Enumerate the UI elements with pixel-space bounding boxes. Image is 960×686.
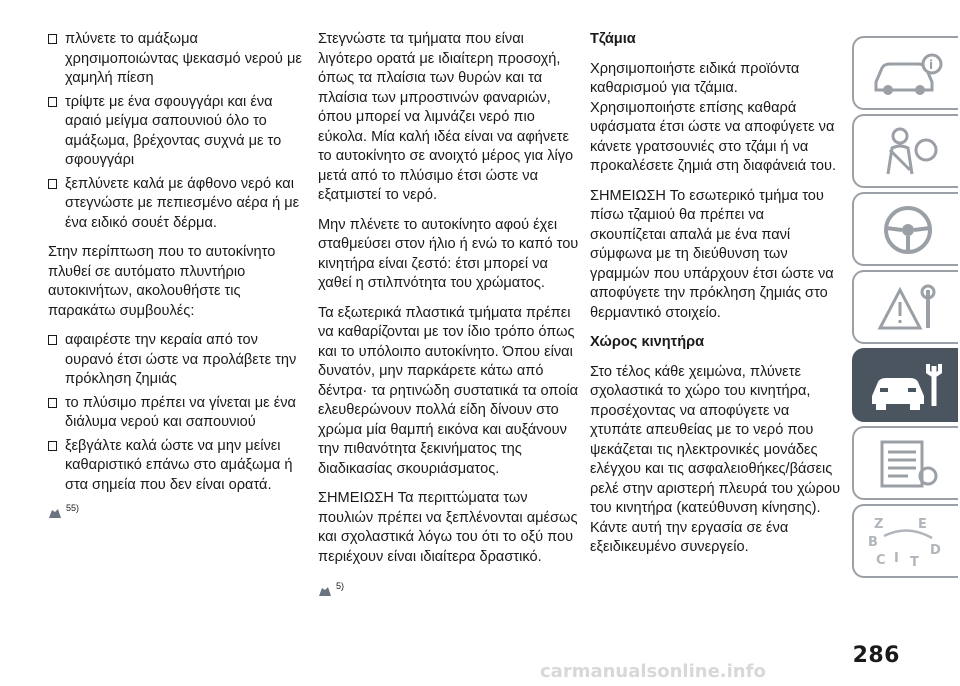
bullet-item: αφαιρέστε την κεραία από τον ουρανό έτσι ώστε να προλάβετε την πρόκληση ζημιάς xyxy=(48,331,310,390)
triangle-wrench-icon xyxy=(868,280,948,336)
paragraph: Τα εξωτερικά πλαστικά τμήματα πρέπει να καθαρίζονται με τον ίδιο τρόπο όπως και το υπόλοιπο αυτοκίνητο. Όπου είναι δυνατόν, μην παρκάρετε κάτω από δέντρα· τα ρητινώδη συστατικά τα οποία ελευθερώνουν πολλά είδη δίνουν στο χρώμα μία θαμπή εικόνα και αυξάνουν την πιθανότητα ξεκινήματος της διαδικασίας σκουριάσματος. xyxy=(318,304,579,477)
steering-wheel-icon xyxy=(868,202,948,258)
tab-index[interactable] xyxy=(852,504,958,578)
checkbox-bullet-icon xyxy=(48,398,57,408)
svg-text:E: E xyxy=(918,517,927,532)
checkbox-bullet-icon xyxy=(48,441,57,451)
checkbox-bullet-icon xyxy=(48,34,57,44)
warning-reference: 55) xyxy=(48,499,310,519)
tab-starting-driving[interactable] xyxy=(852,192,958,266)
warning-reference: 5) xyxy=(318,577,580,597)
warning-hand-icon xyxy=(318,585,332,597)
paragraph: Στην περίπτωση που το αυτοκίνητο πλυθεί σε αυτόματο πλυντήριο αυτοκινήτων, ακολουθήστε τις παρακάτω συμβουλές: xyxy=(48,244,276,319)
svg-text:T: T xyxy=(910,555,919,570)
svg-text:i: i xyxy=(929,58,934,72)
car-wrench-icon xyxy=(868,358,948,414)
bullet-item: ξεπλύνετε καλά με άφθονο νερό και στεγνώστε με πεπιεσμένο αέρα ή με ένα ειδικό σουέτ δέρμα. xyxy=(48,175,310,234)
svg-text:C: C xyxy=(876,553,886,568)
bullet-item: πλύνετε το αμάξωμα χρησιμοποιώντας ψεκασμό νερού με χαμηλή πίεση xyxy=(48,30,310,89)
tab-emergency[interactable] xyxy=(852,270,958,344)
tab-maintenance[interactable] xyxy=(852,348,958,422)
paragraph: Μην πλένετε το αυτοκίνητο αφού έχει σταθμεύσει στον ήλιο ή ενώ το καπό του κινητήρα είναι ζεστό: έτσι μπορεί να χαθεί η στιλπνότητα του χρώματος. xyxy=(318,216,579,291)
seatbelt-airbag-icon xyxy=(868,124,948,180)
bullet-item: τρίψτε με ένα σφουγγάρι και ένα αραιό μείγμα σαπουνιού όλο το αμάξωμα, βρέχοντας συχνά με το σφουγγάρι xyxy=(48,93,310,171)
note-paragraph: ΣΗΜΕΙΩΣΗ Τα περιττώματα των πουλιών πρέπει να ξεπλένονται αμέσως και σχολαστικά λόγω του ότι το οξύ που περιέχουν είναι ιδιαίτερα δραστικό. xyxy=(318,490,578,565)
column-2 xyxy=(318,30,580,597)
svg-text:B: B xyxy=(868,535,878,550)
svg-text:I: I xyxy=(894,551,899,566)
paragraph: Στο τέλος κάθε χειμώνα, πλύνετε σχολαστικά το χώρο του κινητήρα, προσέχοντας να αποφύγετε να χτυπάτε απευθείας με το νερό που ψεκάζεται τις ηλεκτρονικές μονάδες ελέγχου και τις ασφαλειοθήκες/βάσεις ρελέ στην αριστερή πλευρά του χώρου του κινητήρα (κατεύθυνση κίνησης). Κάντε αυτή την εργασία σε ένα εξειδικευμένο συνεργείο. xyxy=(590,363,841,555)
note-paragraph: ΣΗΜΕΙΩΣΗ Το εσωτερικό τμήμα του πίσω τζαμιού θα πρέπει να σκουπίζεται απαλά με ένα πανί σύμφωνα με τη διεύθυνση των γραμμών που υπάρχουν έτσι ώστε να αποφύγετε την πρόκληση ζημιάς στο θερμαντικό στοιχείο. xyxy=(590,187,834,321)
column-3 xyxy=(590,30,842,568)
paragraph: Χρησιμοποιήστε ειδικά προϊόντα καθαρισμού για τζάμια. Χρησιμοποιήστε επίσης καθαρά υφάσματα έτσι ώστε να αποφύγετε να κάνετε γρατσουνιές στο τζάμι ή να προκαλέσετε ζημιά στη διαφάνειά του. xyxy=(590,60,837,174)
watermark: carmanualsonline.info xyxy=(540,661,766,682)
index-letters-icon xyxy=(868,514,948,570)
svg-text:D: D xyxy=(930,543,941,558)
tab-car-info[interactable] xyxy=(852,36,958,110)
column-1 xyxy=(48,30,310,519)
svg-text:Z: Z xyxy=(874,517,884,532)
bullet-item: το πλύσιμο πρέπει να γίνεται με ένα διάλυμα νερού και σαπουνιού xyxy=(48,394,310,433)
car-info-icon xyxy=(868,46,948,102)
section-heading: Τζάμια xyxy=(590,31,636,47)
bullet-item: ξεβγάλτε καλά ώστε να μην μείνει καθαριστικό επάνω στο αμάξωμα ή στα σημεία που δεν είναι ορατά. xyxy=(48,437,310,496)
specifications-icon xyxy=(868,436,948,492)
checkbox-bullet-icon xyxy=(48,335,57,345)
tab-technical-data[interactable] xyxy=(852,426,958,500)
tab-safety[interactable] xyxy=(852,114,958,188)
checkbox-bullet-icon xyxy=(48,179,57,189)
checkbox-bullet-icon xyxy=(48,97,57,107)
section-heading: Χώρος κινητήρα xyxy=(590,334,705,350)
page-number: 286 xyxy=(852,643,900,668)
warning-hand-icon xyxy=(48,507,62,519)
paragraph: Στεγνώστε τα τμήματα που είναι λιγότερο ορατά με ιδιαίτερη προσοχή, όπως τα πλαίσια των θυρών και τα πλαίσια των μπροστινών φαναριών, όπου μπορεί να λιμνάζει νερό πιο εύκολα. Μία καλή ιδέα είναι να αφήνετε το αυτοκίνητο σε ανοιχτό μέρος για λίγο μετά από το πλύσιμο έτσι ώστε να εξατμιστεί το νερό. xyxy=(318,31,574,203)
